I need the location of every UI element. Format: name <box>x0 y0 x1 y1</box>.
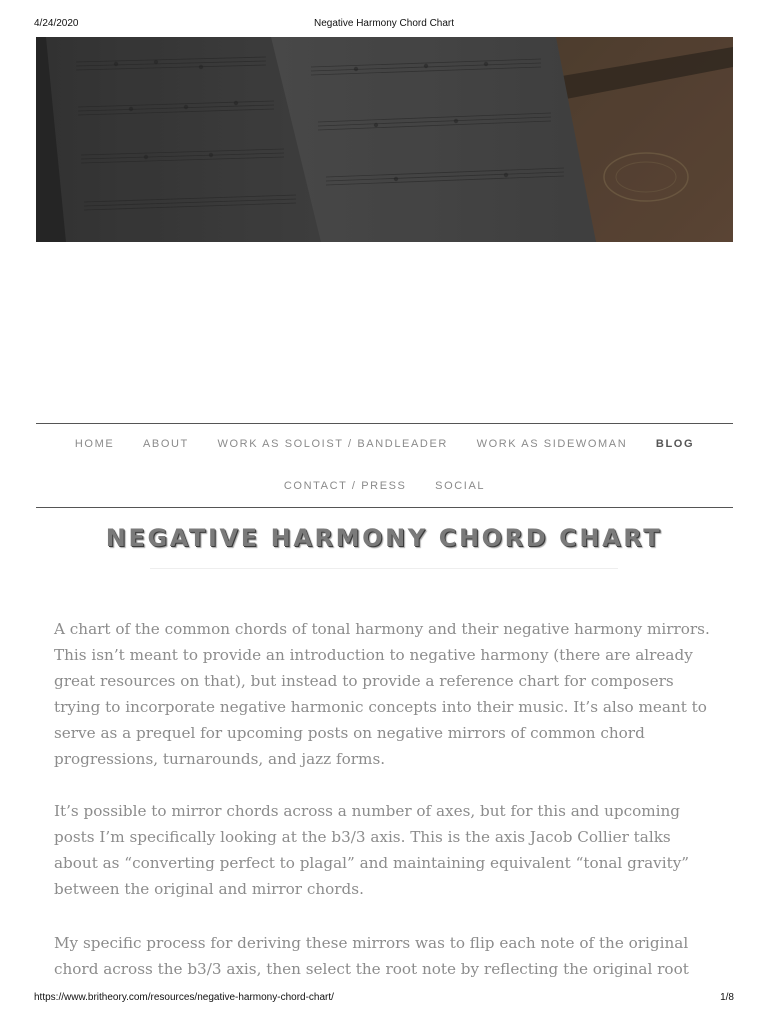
sheet-music-photo <box>36 37 733 242</box>
print-url: https://www.britheory.com/resources/negative-harmony-chord-chart/ <box>34 992 334 1003</box>
print-page-number: 1/8 <box>720 992 734 1003</box>
print-footer <box>0 992 768 1006</box>
nav-bottom-rule <box>36 507 733 508</box>
article-paragraph: My specific process for deriving these mirrors was to flip each note of the original chord across the b3/3 axis, then select the root note by reflecting the original root <box>54 934 689 978</box>
article-paragraph: It’s possible to mirror chords across a number of axes, but for this and upcoming posts I’m specifically looking at the b3/3 axis. This is the axis Jacob Collier talks about as “converting perfect to plagal” and maintaining equivalent “tonal gravity” between the original and mirror chords. <box>54 802 690 898</box>
print-header <box>0 18 768 32</box>
main-nav-row-1 <box>36 438 733 450</box>
title-underline <box>150 568 618 569</box>
hero-image <box>36 37 733 242</box>
print-doc-title: Negative Harmony Chord Chart <box>313 18 455 29</box>
nav-blog[interactable]: BLOG <box>655 438 695 450</box>
main-nav-row-2 <box>36 480 733 492</box>
nav-about[interactable]: ABOUT <box>142 438 189 450</box>
article-paragraph: A chart of the common chords of tonal harmony and their negative harmony mirrors. This isn’t meant to provide an introduction to negative harmony (there are already great resources on that), but instead to provide a reference chart for composers trying to incorporate negative harmonic concepts into their music. It’s also meant to serve as a prequel for upcoming posts on negative mirrors of common chord progressions, turnarounds, and jazz forms. <box>54 620 710 768</box>
page-title: NEGATIVE HARMONY CHORD CHART <box>105 524 663 552</box>
nav-work-as-soloist[interactable]: WORK AS SOLOIST / BANDLEADER <box>217 438 448 450</box>
nav-contact-press[interactable]: CONTACT / PRESS <box>283 480 407 492</box>
nav-work-as-sidewoman[interactable]: WORK AS SIDEWOMAN <box>476 438 628 450</box>
print-date: 4/24/2020 <box>34 18 79 29</box>
nav-home[interactable]: HOME <box>74 438 115 450</box>
nav-social[interactable]: SOCIAL <box>435 480 486 492</box>
nav-top-rule <box>36 423 733 424</box>
